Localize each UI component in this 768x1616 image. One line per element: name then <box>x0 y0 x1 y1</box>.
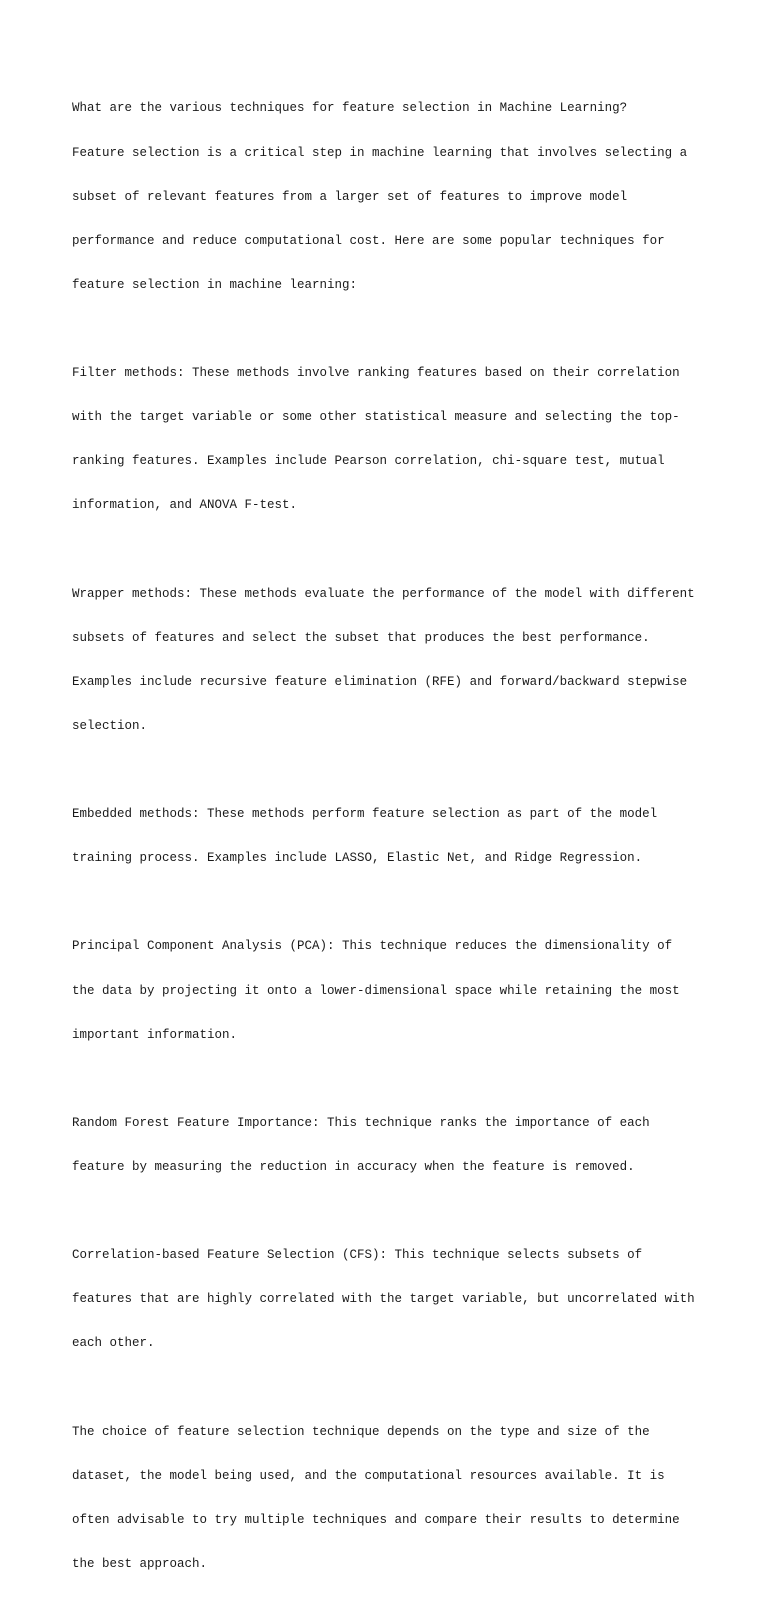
text-line: the best approach. <box>72 1556 208 1571</box>
document-body <box>72 72 712 1616</box>
text-line: Filter methods: These methods involve ranking features based on their correlation <box>72 366 680 381</box>
text-line: features that are highly correlated with the target variable, but uncorrelated with <box>72 1292 695 1307</box>
text-line: ranking features. Examples include Pearson correlation, chi-square test, mutual <box>72 454 665 469</box>
text-line: subsets of features and select the subset that produces the best performance. <box>72 630 650 645</box>
pca-paragraph <box>72 910 712 1072</box>
text-line: Correlation-based Feature Selection (CFS): This technique selects subsets of <box>72 1248 643 1263</box>
text-line: selection. <box>72 718 148 733</box>
text-line: feature by measuring the reduction in accuracy when the feature is removed. <box>72 1159 635 1174</box>
conclusion-paragraph <box>72 1395 712 1601</box>
text-line: each other. <box>72 1336 155 1351</box>
text-line: Principal Component Analysis (PCA): This technique reduces the dimensionality of <box>72 939 673 954</box>
text-line: Examples include recursive feature elimination (RFE) and forward/backward stepwise <box>72 674 688 689</box>
intro-paragraph <box>72 72 712 322</box>
text-line: Wrapper methods: These methods evaluate the performance of the model with different <box>72 586 695 601</box>
text-line: Random Forest Feature Importance: This technique ranks the importance of each <box>72 1115 650 1130</box>
wrapper-methods-paragraph <box>72 557 712 763</box>
text-line: performance and reduce computational cost. Here are some popular techniques for <box>72 233 665 248</box>
text-line: with the target variable or some other statistical measure and selecting the top- <box>72 410 680 425</box>
text-line: important information. <box>72 1027 238 1042</box>
text-line: subset of relevant features from a larger set of features to improve model <box>72 189 628 204</box>
question-line: What are the various techniques for feature selection in Machine Learning? <box>72 101 628 116</box>
text-line: feature selection in machine learning: <box>72 277 358 292</box>
cfs-paragraph <box>72 1219 712 1381</box>
text-line: information, and ANOVA F-test. <box>72 498 298 513</box>
embedded-methods-paragraph <box>72 778 712 896</box>
text-line: The choice of feature selection technique depends on the type and size of the <box>72 1424 650 1439</box>
text-line: training process. Examples include LASSO, Elastic Net, and Ridge Regression. <box>72 851 643 866</box>
text-line: Feature selection is a critical step in machine learning that involves selecting a <box>72 145 688 160</box>
text-line: Embedded methods: These methods perform feature selection as part of the model <box>72 807 658 822</box>
random-forest-paragraph <box>72 1086 712 1204</box>
text-line: dataset, the model being used, and the computational resources available. It is <box>72 1468 665 1483</box>
text-line: often advisable to try multiple techniques and compare their results to determine <box>72 1512 680 1527</box>
filter-methods-paragraph <box>72 337 712 543</box>
text-line: the data by projecting it onto a lower-dimensional space while retaining the most <box>72 983 680 998</box>
